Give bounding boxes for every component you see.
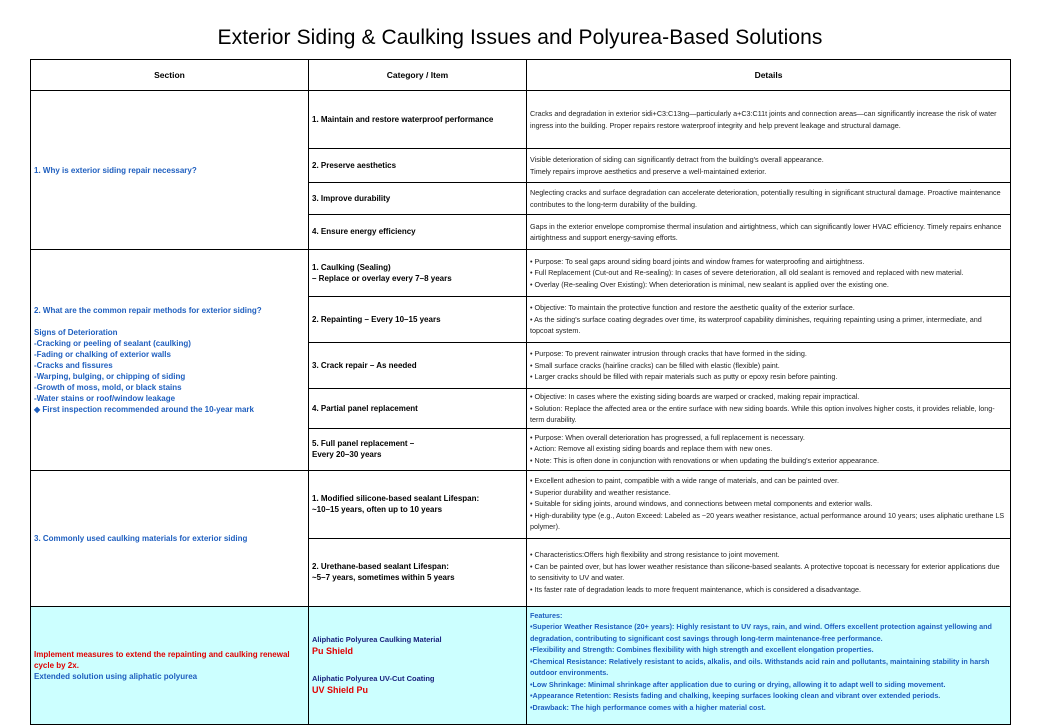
extension-measure-text: Implement measures to extend the repainting and caulking renewal cycle by 2x. <box>34 649 290 670</box>
header-row <box>31 60 1011 91</box>
table-row <box>31 606 1011 724</box>
sign-item: -Growth of moss, mold, or black stains <box>34 382 182 392</box>
sign-item: -Water stains or roof/window leakage <box>34 393 176 403</box>
features-cell <box>527 606 1011 724</box>
details-cell: • Excellent adhesion to paint, compatible with a wide range of materials, and can be painted over. • Superior durability and weather resistance. • Suitable for siding joints, around windows, and connections between metal components and exterior walls. • High-durability type (e.g., Auton Exceed: Labeled as ~20 years weather resistance, actual performance around 10 years; uses aliphatic urethane LS polymer). <box>527 470 1011 538</box>
details-cell: • Objective: To maintain the protective function and restore the aesthetic quality of the exterior surface. • As the siding's surface coating degrades over time, its waterproof capability diminishes, requiring repainting using a primer, intermediate, and topcoat system. <box>527 297 1011 343</box>
header-category: Category / Item <box>309 60 527 91</box>
section-cell-2 <box>31 250 309 471</box>
sign-item: -Fading or chalking of exterior walls <box>34 349 171 359</box>
feature-item: •Low Shrinkage: Minimal shrinkage after application due to curing or drying, allowing it to adapt well to siding movement. <box>530 679 946 689</box>
category-cell: 5. Full panel replacement – Every 20–30 years <box>309 428 527 470</box>
product-2-name: UV Shield Pu <box>312 684 369 695</box>
details-cell: Visible deterioration of siding can significantly detract from the building's overall appearance. Timely repairs improve aesthetics and preserve a well-maintained exterior. <box>527 149 1011 183</box>
sign-item: -Cracking or peeling of sealant (caulking) <box>34 338 191 348</box>
page-title: Exterior Siding & Caulking Issues and Polyurea-Based Solutions <box>217 26 823 49</box>
section-2-title: 2. What are the common repair methods for exterior siding? <box>34 305 262 315</box>
details-cell: • Purpose: To prevent rainwater intrusion through cracks that have formed in the siding. • Small surface cracks (hairline cracks) can be filled with elastic (flexible) paint. • Larger cracks should be filled with repair materials such as putty or epoxy resin before painting. <box>527 343 1011 389</box>
category-cell: 2. Urethane-based sealant Lifespan: ~5–7 years, sometimes within 5 years <box>309 538 527 606</box>
table-row <box>31 250 1011 297</box>
category-cell: 1. Modified silicone-based sealant Lifespan: ~10–15 years, often up to 10 years <box>309 470 527 538</box>
category-cell: 3. Crack repair – As needed <box>309 343 527 389</box>
product-2-label: Aliphatic Polyurea UV-Cut Coating <box>312 674 435 683</box>
sign-item: ◆ First inspection recommended around the 10-year mark <box>34 404 254 414</box>
feature-item: •Appearance Retention: Resists fading and chalking, keeping surfaces looking clean and vibrant over extended periods. <box>530 691 941 700</box>
category-cell: 4. Partial panel replacement <box>309 389 527 429</box>
table-row <box>31 470 1011 538</box>
section-cell-4 <box>31 606 309 724</box>
section-cell-3: 3. Commonly used caulking materials for exterior siding <box>31 470 309 606</box>
siding-table <box>30 59 1011 725</box>
category-cell: 4. Ensure energy efficiency <box>309 215 527 250</box>
details-cell: • Purpose: To seal gaps around siding board joints and window frames for waterproofing and airtightness. • Full Replacement (Cut-out and Re-sealing): In cases of severe deterioration, all old sealant is removed and replaced with new material. • Overlay (Re-sealing Over Existing): When deterioration is minimal, new sealant is applied over the existing one. <box>527 250 1011 297</box>
sign-item: -Cracks and fissures <box>34 360 113 370</box>
sign-item: -Warping, bulging, or chipping of siding <box>34 371 186 381</box>
category-cell: 1. Maintain and restore waterproof performance <box>309 91 527 149</box>
category-cell: 2. Repainting – Every 10–15 years <box>309 297 527 343</box>
feature-item: •Superior Weather Resistance (20+ years): Highly resistant to UV rays, rain, and wind. Offers excellent protection against yellowing and degradation, contributing to significant cost savings through long-term maintenance-free performance. <box>530 622 992 643</box>
category-cell: 1. Caulking (Sealing) – Replace or overlay every 7–8 years <box>309 250 527 297</box>
signs-title: Signs of Deterioration <box>34 327 118 337</box>
product-1-name: Pu Shield <box>312 645 354 656</box>
details-cell: Gaps in the exterior envelope compromise thermal insulation and airtightness, which can significantly lower HVAC efficiency. Timely repairs enhance airtightness and support energy-saving efforts. <box>527 215 1011 250</box>
feature-item: •Drawback: The high performance comes with a higher material cost. <box>530 702 766 712</box>
extended-solution-text: Extended solution using aliphatic polyurea <box>34 671 198 681</box>
category-cell: 3. Improve durability <box>309 183 527 215</box>
product-1-label: Aliphatic Polyurea Caulking Material <box>312 635 442 644</box>
features-title: Features: <box>530 610 563 620</box>
details-cell: • Objective: In cases where the existing siding boards are warped or cracked, making repair impractical. • Solution: Replace the affected area or the entire surface with new siding boards. While this option involves higher costs, it provides reliable, long-term durability. <box>527 389 1011 429</box>
header-section: Section <box>31 60 309 91</box>
details-cell: • Purpose: When overall deterioration has progressed, a full replacement is necessary. • Action: Remove all existing siding boards and replace them with new ones. • Note: This is often done in conjunction with renovations or when updating the building's exterior appearance. <box>527 428 1011 470</box>
details-cell: Cracks and degradation in exterior sidi+C3:C13ng—particularly a+C3:C11t joints and connection areas—can significantly increase the risk of water ingress into the building. Proper repairs restore waterproof integrity and help prevent leakage and structural damage. <box>527 91 1011 149</box>
feature-item: •Chemical Resistance: Relatively resistant to acids, alkalis, and oils. Withstands acid rain and pollutants, maintaining stability in harsh outdoor environments. <box>530 656 990 677</box>
feature-item: •Flexibility and Strength: Combines flexibility with high strength and excellent elongation properties. <box>530 645 874 654</box>
table-row <box>31 91 1011 149</box>
product-cell <box>309 606 527 724</box>
section-cell-1: 1. Why is exterior siding repair necessary? <box>31 91 309 250</box>
details-cell: • Characteristics:Offers high flexibility and strong resistance to joint movement. • Can be painted over, but has lower weather resistance than silicone-based sealants. A protective topcoat is necessary for exterior applications due to sensitivity to UV and water. • Its faster rate of degradation leads to more frequent maintenance, which is considered a disadvantage. <box>527 538 1011 606</box>
header-details: Details <box>527 60 1011 91</box>
category-cell: 2. Preserve aesthetics <box>309 149 527 183</box>
details-cell: Neglecting cracks and surface degradation can accelerate deterioration, potentially resulting in significant structural damage. Proactive maintenance contributes to the long-term durability of the building. <box>527 183 1011 215</box>
